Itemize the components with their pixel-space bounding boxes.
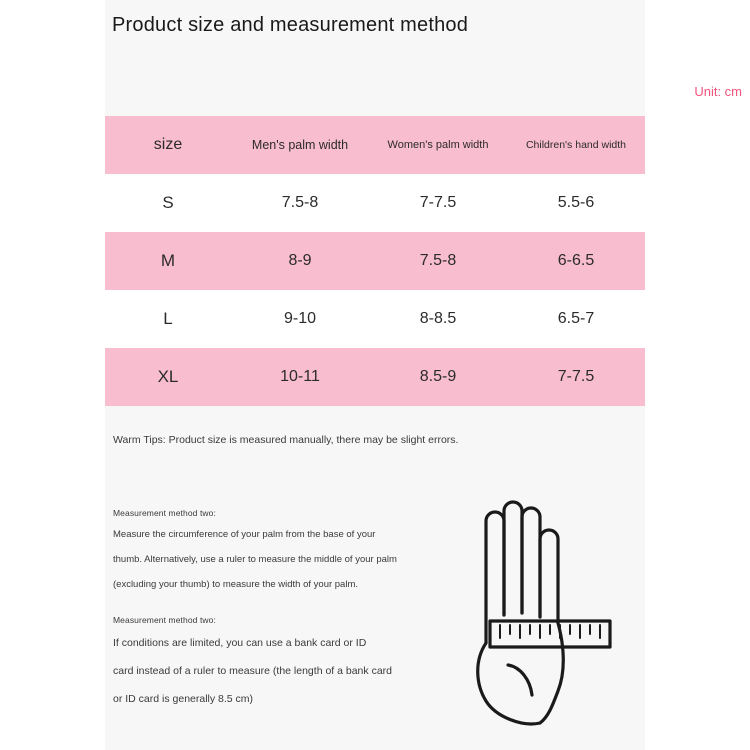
measurement-method-1 (113, 508, 413, 591)
cell-mens: 7.5-8 (231, 174, 369, 232)
ring-finger (522, 508, 540, 617)
cell-size: S (105, 174, 231, 232)
method-2-body (113, 637, 413, 705)
cell-size: XL (105, 348, 231, 406)
warm-tips: Warm Tips: Product size is measured manually, there may be slight errors. (113, 434, 459, 446)
method-2-line: If conditions are limited, you can use a bank card or ID (113, 636, 367, 649)
table-header-childrens-hand-width: Children's hand width (507, 116, 645, 174)
table-header-womens-palm-width: Women's palm width (369, 116, 507, 174)
cell-womens: 7.5-8 (369, 232, 507, 290)
method-1-line: thumb. Alternatively, use a ruler to measure the middle of your palm (113, 553, 397, 565)
measurement-methods (113, 508, 413, 721)
method-1-line: (excluding your thumb) to measure the width of your palm. (113, 578, 359, 590)
hand-with-ruler-illustration (430, 495, 650, 735)
table-header-mens-palm-width: Men's palm width (231, 116, 369, 174)
table-row (105, 348, 645, 406)
table-row (105, 290, 645, 348)
cell-womens: 7-7.5 (369, 174, 507, 232)
method-2-line: card instead of a ruler to measure (the length of a bank card (113, 664, 392, 677)
cell-children: 7-7.5 (507, 348, 645, 406)
cell-children: 6.5-7 (507, 290, 645, 348)
cell-size: M (105, 232, 231, 290)
page-title: Product size and measurement method (112, 14, 469, 36)
cell-size: L (105, 290, 231, 348)
table-row (105, 232, 645, 290)
method-1-title: Measurement method two: (113, 508, 216, 518)
cell-children: 6-6.5 (507, 232, 645, 290)
measurement-method-2 (113, 615, 413, 705)
cell-womens: 8.5-9 (369, 348, 507, 406)
method-1-body (113, 530, 413, 591)
method-2-title: Measurement method two: (113, 614, 216, 625)
cell-mens: 9-10 (231, 290, 369, 348)
method-2-line: or ID card is generally 8.5 cm) (113, 692, 254, 705)
cell-mens: 10-11 (231, 348, 369, 406)
cell-mens: 8-9 (231, 232, 369, 290)
middle-finger (504, 502, 522, 615)
unit-note: Unit: cm (694, 84, 742, 99)
table-header-row (105, 116, 645, 174)
cell-womens: 8-8.5 (369, 290, 507, 348)
method-1-line: Measure the circumference of your palm from the base of your (113, 529, 376, 540)
thumb-crease (508, 665, 532, 695)
pinky-finger (540, 530, 558, 623)
cell-children: 5.5-6 (507, 174, 645, 232)
size-table (105, 116, 645, 406)
table-row (105, 174, 645, 232)
table-header-size: size (105, 116, 231, 174)
